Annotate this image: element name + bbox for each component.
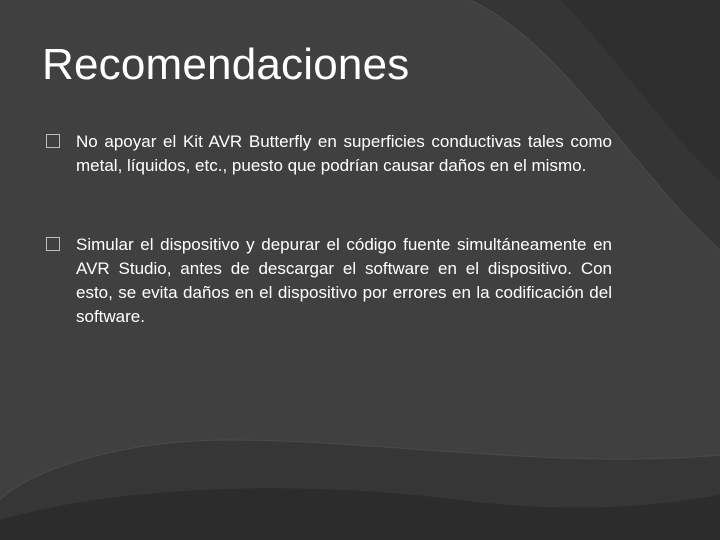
bullet-item [46,130,612,178]
bullet-item [46,233,612,329]
bullet-square-icon [46,134,60,148]
bullet-square-icon [46,237,60,251]
bullet-text: Simular el dispositivo y depurar el código fuente simultáneamente en AVR Studio, antes de descargar el software en el dispositivo. Con esto, se evita daños en el dispositivo por errores en la codificación del software. [76,235,612,326]
bullet-list [46,130,612,384]
bullet-text: No apoyar el Kit AVR Butterfly en superficies conductivas tales como metal, líquidos, etc., puesto que podrían causar daños en el mismo. [76,132,612,175]
slide-title: Recomendaciones [42,40,410,89]
